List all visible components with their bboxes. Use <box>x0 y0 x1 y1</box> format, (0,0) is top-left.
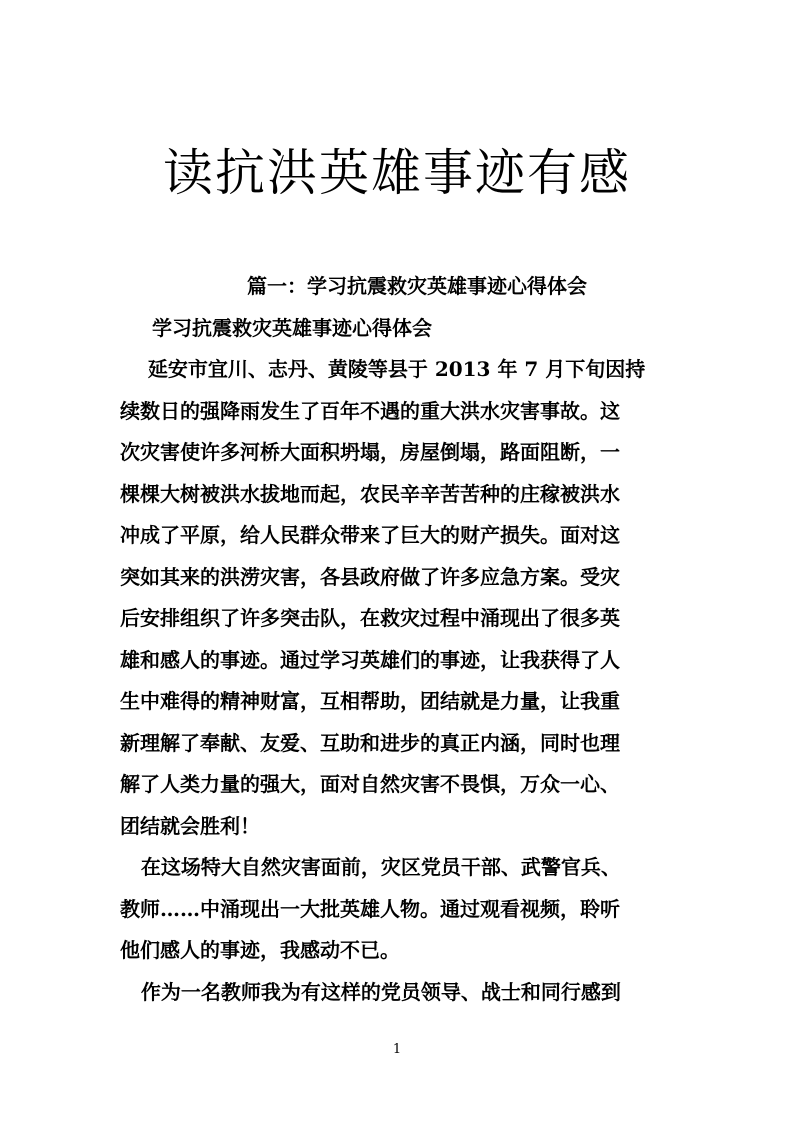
text-line: 团结就会胜利！ <box>120 813 260 838</box>
text-line: 在这场特大自然灾害面前，灾区党员干部、武警官兵、 <box>120 855 621 879</box>
text-line: 雄和感人的事迹。通过学习英雄们的事迹，让我获得了人 <box>120 647 620 672</box>
text-line: 延安市宜川、志丹、黄陵等县于 2013 年 7 月下旬因持 <box>120 357 646 381</box>
text-line: 后安排组织了许多突击队，在救灾过程中涌现出了很多英 <box>120 606 620 630</box>
text-line: 他们感人的事迹，我感动不已。 <box>120 938 400 962</box>
body-paragraph-1 <box>120 349 690 847</box>
section-heading: 篇一：学习抗震救灾英雄事迹心得体会 <box>247 274 587 298</box>
page-number: 1 <box>392 1042 402 1057</box>
text-line: 生中难得的精神财富，互相帮助，团结就是力量，让我重 <box>120 689 620 713</box>
text-line: 新理解了奉献、友爱、互助和进步的真正内涵，同时也理 <box>120 730 620 755</box>
text-line: 突如其来的洪涝灾害，各县政府做了许多应急方案。受灾 <box>120 564 620 589</box>
subheading: 学习抗震救灾英雄事迹心得体会 <box>152 316 432 340</box>
text-line: 棵棵大树被洪水拔地而起，农民辛辛苦苦种的庄稼被洪水 <box>120 481 620 506</box>
text-line: 续数日的强降雨发生了百年不遇的重大洪水灾害事故。这 <box>120 398 620 423</box>
text-line: 次灾害使许多河桥大面积坍塌，房屋倒塌，路面阻断，一 <box>120 440 620 464</box>
body-paragraph-2 <box>120 847 690 972</box>
text-line: 冲成了平原，给人民群众带来了巨大的财产损失。面对这 <box>120 523 620 547</box>
document-title: 读抗洪英雄事迹有感 <box>163 144 631 202</box>
body-paragraph-3 <box>120 972 690 1014</box>
text-line: 教师……中涌现出一大批英雄人物。通过观看视频，聆听 <box>120 896 620 921</box>
text-line: 作为一名教师我为有这样的党员领导、战士和同行感到 <box>120 980 621 1004</box>
text-line: 解了人类力量的强大，面对自然灾害不畏惧，万众一心、 <box>120 772 620 796</box>
